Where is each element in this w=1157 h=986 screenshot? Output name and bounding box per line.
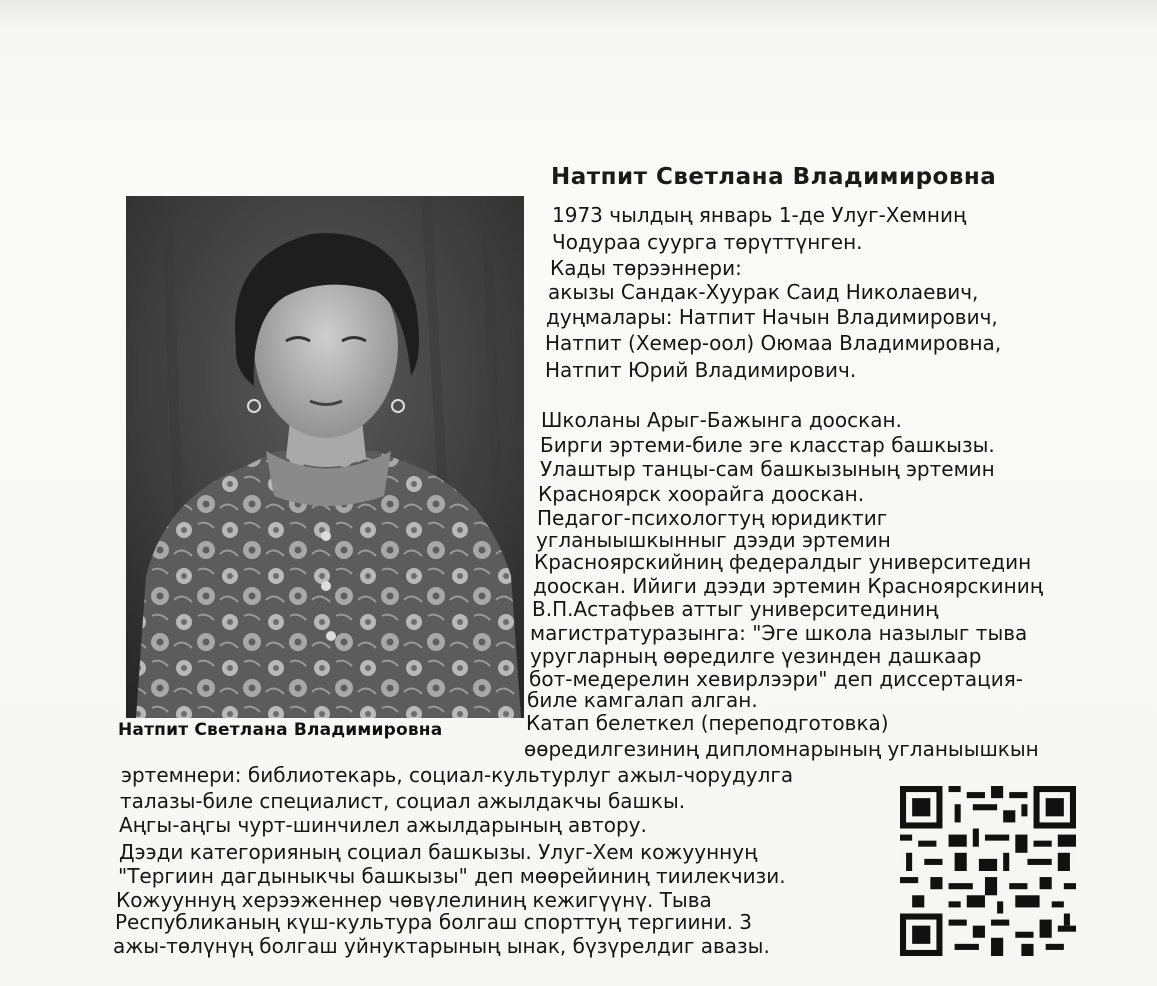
education-line: угланыышкынныг дээди эртемин (536, 528, 891, 552)
intro-line: акызы Сандак-Хуурак Саид Николаевич, (548, 280, 979, 304)
intro-line: Натпит Юрий Владимирович. (545, 358, 857, 382)
career-line: "Тергиин дагдыныкчы башкызы" деп мөөрейиниң тиилекчизи. (118, 864, 786, 888)
intro-line: Натпит (Хемер-оол) Оюмаа Владимировна, (545, 331, 1002, 355)
intro-line: Чодураа суурга төрүттүнген. (552, 230, 863, 254)
education-line: дооскан. Ийиги дээди эртемин Красноярскиниң (533, 574, 1043, 598)
portrait-image (126, 196, 524, 718)
education-line: магистратуразынга: "Эге школа назылыг тыва (530, 621, 1028, 645)
photo-caption: Натпит Светлана Владимировна (118, 720, 443, 740)
education-line: Красноярскийниң федералдыг университедин (534, 550, 1032, 574)
career-line: Аңгы-аңгы чурт-шинчилел ажылдарының автору. (119, 813, 647, 837)
education-line: Катап белеткел (переподготовка) (526, 711, 889, 735)
education-line: Педагог-психологтуң юридиктиг (537, 506, 888, 530)
education-line: В.П.Астафьев аттыг университединиң (532, 597, 939, 621)
intro-line: дуңмалары: Натпит Начын Владимирович, (546, 305, 998, 329)
qr-code-icon[interactable] (900, 786, 1076, 956)
career-line: Дээди категорияның социал башкызы. Улуг-Хем кожууннуң (119, 840, 758, 864)
intro-line: Кады төрээннери: (550, 256, 742, 280)
career-line: Кожууннуң херээженнер чөвүлелиниң кежигүүнү. Тыва (116, 888, 712, 912)
intro-line: 1973 чылдың январь 1-де Улуг-Хемниң (552, 203, 967, 227)
education-line: Улаштыр танцы-сам башкызының эртемин (540, 457, 995, 481)
qr-code-graphic (900, 786, 1076, 956)
portrait-photo (126, 196, 524, 718)
education-line: уругларның өөредилге үезинден дашкаар (530, 644, 982, 668)
education-line: Бирги эртеми-биле эге класстар башкызы. (540, 433, 995, 457)
career-line: Республиканың күш-культура болгаш спорттуң тергиини. 3 (115, 910, 753, 934)
education-line: Школаны Арыг-Бажынга дооскан. (541, 408, 902, 432)
career-line: ажы-төлүнүң болгаш уйнуктарының ынак, бүзүрелдиг авазы. (113, 934, 770, 958)
education-line: өөредилгезиниң дипломнарының угланыышкын (524, 737, 1039, 761)
career-line: талазы-биле специалист, социал ажылдакчы башкы. (120, 789, 686, 813)
education-line: Красноярск хоорайга дооскан. (538, 482, 865, 506)
education-line: биле камгалап алган. (527, 688, 758, 712)
career-line: эртемнери: библиотекарь, социал-культурлуг ажыл-чорудулга (121, 763, 794, 787)
education-line: бот-медерелин хевирлээри" деп диссертация- (529, 667, 1023, 691)
person-name-title: Натпит Светлана Владимировна (551, 164, 997, 190)
